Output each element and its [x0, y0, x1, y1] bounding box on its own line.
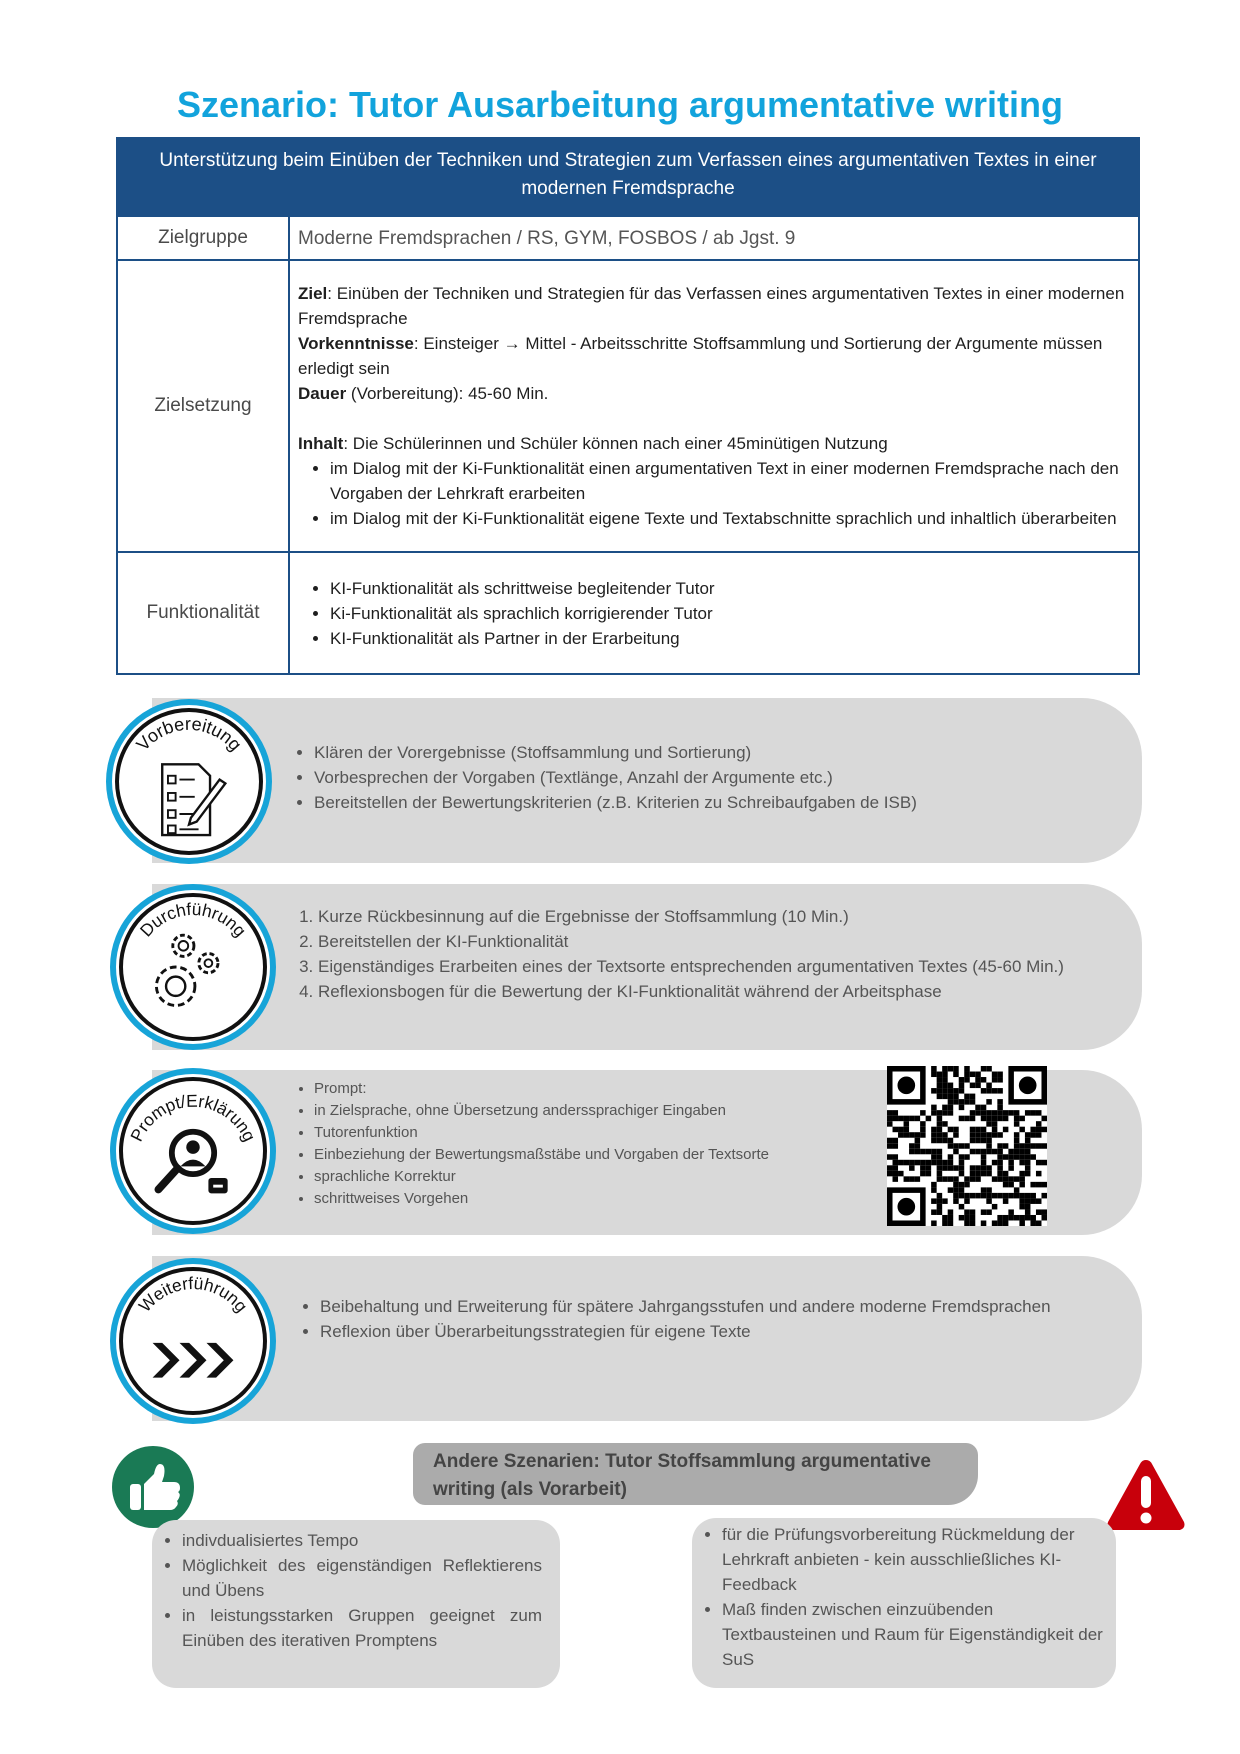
inhalt-label: Inhalt — [298, 434, 344, 453]
section-prompt — [152, 1070, 1142, 1235]
inhalt-text: : Die Schülerinnen und Schüler können nach einer 45minütigen Nutzung — [343, 434, 888, 453]
pros-box — [152, 1520, 560, 1688]
list-item: • in Zielsprache, ohne Übersetzung anderssprachiger Eingaben — [314, 1100, 769, 1122]
list-item: • KI-Funktionalität als schrittweise begleitender Tutor — [330, 576, 1130, 601]
list-item: 3. Eigenständiges Erarbeiten eines der Textsorte entsprechenden argumentativen Textes (45-60 Min.) — [318, 954, 1064, 979]
info-table — [116, 137, 1140, 675]
svg-text:Weiterführung — [135, 1273, 252, 1316]
dauer-label: Dauer — [298, 384, 347, 403]
magnifier-user-icon — [116, 1074, 270, 1228]
badge-label: Durchführung — [135, 898, 251, 941]
zielsetzung-value — [289, 260, 1139, 552]
list-item: 2. Bereitstellen der KI-Funktionalität — [318, 929, 1064, 954]
svg-text:Vorbereitung — [132, 714, 245, 755]
list-item: 4. Reflexionsbogen für die Bewertung der KI-Funktionalität während der Arbeitsphase — [318, 979, 1064, 1004]
list-item: • Bereitstellen der Bewertungskriterien (z.B. Kriterien zu Schreibaufgaben de ISB) — [314, 790, 917, 815]
list-item: • Vorbesprechen der Vorgaben (Textlänge, Anzahl der Argumente etc.) — [314, 765, 917, 790]
funktionalitaet-label: Funktionalität — [117, 552, 289, 674]
section-durchfuehrung — [152, 884, 1142, 1050]
list-item: • Prompt: — [314, 1078, 769, 1100]
page-title: Szenario: Tutor Ausarbeitung argumentative writing — [176, 84, 1064, 125]
zielgruppe-label: Zielgruppe — [117, 216, 289, 260]
section-weiterfuehrung — [152, 1256, 1142, 1421]
badge-vorbereitung — [106, 699, 272, 864]
prompt-list — [290, 1078, 769, 1210]
ziel-text: : Einüben der Techniken und Strategien für das Verfassen eines argumentativen Textes in einer modernen Fremdsprache — [298, 284, 1125, 328]
badge-label: Prompt/Erklärung — [126, 1090, 260, 1145]
table-header: Unterstützung beim Einüben der Techniken und Strategien zum Verfassen eines argumentativen Textes in einer modernen Fremdsprache — [117, 138, 1139, 216]
cons-list — [698, 1522, 1108, 1672]
badge-label: Weiterführung — [134, 1272, 252, 1316]
list-item: • Beibehaltung und Erweiterung für spätere Jahrgangsstufen und andere moderne Fremdsprachen — [320, 1294, 1051, 1319]
list-item: • im Dialog mit der Ki-Funktionalität eigene Texte und Textabschnitte sprachlich und inhaltlich überarbeiten — [330, 506, 1130, 531]
list-item: • Einbeziehung der Bewertungsmaßstäbe und Vorgaben der Textsorte — [314, 1144, 769, 1166]
list-item: • Möglichkeit des eigenständigen Reflektierens und Übens — [182, 1553, 542, 1603]
triple-chevron-icon — [116, 1264, 270, 1418]
qr-code[interactable] — [887, 1066, 1047, 1226]
weiterfuehrung-list — [296, 1294, 1051, 1344]
section-vorbereitung — [152, 698, 1142, 863]
list-item: • Tutorenfunktion — [314, 1122, 769, 1144]
inhalt-list — [298, 456, 1130, 531]
warning-icon — [1106, 1456, 1186, 1532]
ziel-label: Ziel — [298, 284, 328, 303]
badge-weiterfuehrung — [110, 1258, 276, 1424]
list-item: • Maß finden zwischen einzuübenden Textbausteinen und Raum für Eigenständigkeit der SuS — [722, 1597, 1108, 1672]
other-scenarios-link[interactable]: Andere Szenarien: Tutor Stoffsammlung argumentative writing (als Vorarbeit) — [413, 1443, 978, 1505]
svg-text:Durchführung — [136, 899, 251, 941]
badge-durchfuehrung — [110, 884, 276, 1050]
funktionalitaet-value — [289, 552, 1139, 674]
checklist-pen-icon — [112, 705, 266, 858]
list-item: • Reflexion über Überarbeitungsstrategien für eigene Texte — [320, 1319, 1051, 1344]
zielsetzung-label: Zielsetzung — [117, 260, 289, 552]
list-item: • schrittweises Vorgehen — [314, 1188, 769, 1210]
list-item: • sprachliche Korrektur — [314, 1166, 769, 1188]
list-item: • indivdualisiertes Tempo — [182, 1528, 542, 1553]
list-item: • Ki-Funktionalität als sprachlich korrigierender Tutor — [330, 601, 1130, 626]
zielgruppe-value: Moderne Fremdsprachen / RS, GYM, FOSBOS / ab Jgst. 9 — [289, 216, 1139, 260]
vorbereitung-list — [290, 740, 917, 815]
dauer-text: (Vorbereitung): 45-60 Min. — [346, 384, 549, 403]
cons-box — [692, 1518, 1116, 1688]
list-item: • im Dialog mit der Ki-Funktionalität einen argumentativen Text in einer modernen Fremdsprache nach den Vorgaben der Lehrkraft erarbeiten — [330, 456, 1130, 506]
vorkenntnisse-text: : Einsteiger → Mittel - Arbeitsschritte Stoffsammlung und Sortierung der Argumente müssen erledigt sein — [298, 334, 1103, 378]
list-item: • in leistungsstarken Gruppen geeignet zum Einüben des iterativen Promptens — [182, 1603, 542, 1653]
gears-icon — [116, 890, 270, 1044]
pros-list — [158, 1528, 542, 1653]
list-item: • Klären der Vorergebnisse (Stoffsammlung und Sortierung) — [314, 740, 917, 765]
durchfuehrung-list — [300, 904, 1064, 1004]
vorkenntnisse-label: Vorkenntnisse — [298, 334, 414, 353]
funktionalitaet-list — [298, 576, 1130, 651]
badge-prompt — [110, 1068, 276, 1234]
list-item: 1. Kurze Rückbesinnung auf die Ergebnisse der Stoffsammlung (10 Min.) — [318, 904, 1064, 929]
badge-label: Vorbereitung — [132, 713, 246, 755]
list-item: • für die Prüfungsvorbereitung Rückmeldung der Lehrkraft anbieten - kein ausschließliches KI-Feedback — [722, 1522, 1108, 1597]
svg-text:Prompt/Erklärung — [126, 1091, 260, 1145]
list-item: • KI-Funktionalität als Partner in der Erarbeitung — [330, 626, 1130, 651]
thumbs-up-icon — [112, 1446, 194, 1528]
